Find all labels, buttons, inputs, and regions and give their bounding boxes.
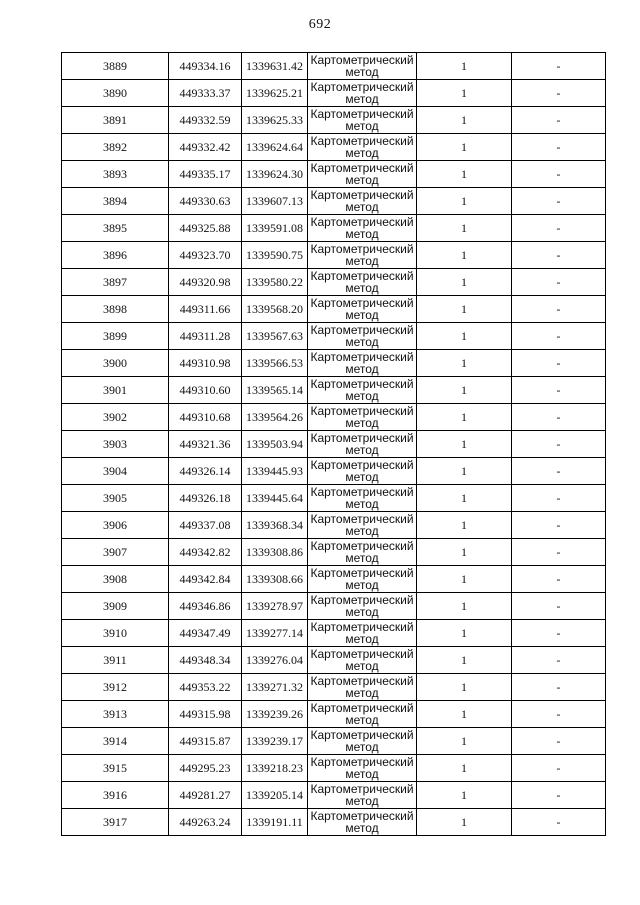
point-number-cell: 3898 bbox=[62, 296, 169, 323]
accuracy-cell: 1 bbox=[417, 242, 512, 269]
x-coordinate-cell: 449326.14 bbox=[169, 458, 242, 485]
table-body bbox=[62, 53, 606, 836]
page-number: 692 bbox=[308, 17, 332, 32]
method-cell: Картометрический метод bbox=[308, 350, 417, 377]
table-row bbox=[62, 404, 606, 431]
description-cell: - bbox=[512, 458, 606, 485]
x-coordinate-cell: 449335.17 bbox=[169, 161, 242, 188]
table-row bbox=[62, 647, 606, 674]
accuracy-cell: 1 bbox=[417, 377, 512, 404]
description-cell: - bbox=[512, 485, 606, 512]
description-cell: - bbox=[512, 53, 606, 80]
x-coordinate-cell: 449321.36 bbox=[169, 431, 242, 458]
x-coordinate-cell: 449353.22 bbox=[169, 674, 242, 701]
accuracy-cell: 1 bbox=[417, 512, 512, 539]
table-row bbox=[62, 350, 606, 377]
x-coordinate-cell: 449333.37 bbox=[169, 80, 242, 107]
y-coordinate-cell: 1339239.17 bbox=[242, 728, 308, 755]
y-coordinate-cell: 1339567.63 bbox=[242, 323, 308, 350]
description-cell: - bbox=[512, 647, 606, 674]
x-coordinate-cell: 449330.63 bbox=[169, 188, 242, 215]
accuracy-cell: 1 bbox=[417, 809, 512, 836]
point-number-cell: 3900 bbox=[62, 350, 169, 377]
method-cell: Картометрический метод bbox=[308, 242, 417, 269]
y-coordinate-cell: 1339445.93 bbox=[242, 458, 308, 485]
point-number-cell: 3915 bbox=[62, 755, 169, 782]
accuracy-cell: 1 bbox=[417, 269, 512, 296]
y-coordinate-cell: 1339631.42 bbox=[242, 53, 308, 80]
point-number-cell: 3907 bbox=[62, 539, 169, 566]
x-coordinate-cell: 449334.16 bbox=[169, 53, 242, 80]
point-number-cell: 3895 bbox=[62, 215, 169, 242]
table-row bbox=[62, 782, 606, 809]
accuracy-cell: 1 bbox=[417, 728, 512, 755]
method-cell: Картометрический метод bbox=[308, 566, 417, 593]
x-coordinate-cell: 449346.86 bbox=[169, 593, 242, 620]
point-number-cell: 3896 bbox=[62, 242, 169, 269]
description-cell: - bbox=[512, 296, 606, 323]
table-row bbox=[62, 431, 606, 458]
description-cell: - bbox=[512, 809, 606, 836]
accuracy-cell: 1 bbox=[417, 134, 512, 161]
accuracy-cell: 1 bbox=[417, 431, 512, 458]
accuracy-cell: 1 bbox=[417, 296, 512, 323]
method-cell: Картометрический метод bbox=[308, 809, 417, 836]
point-number-cell: 3917 bbox=[62, 809, 169, 836]
point-number-cell: 3912 bbox=[62, 674, 169, 701]
point-number-cell: 3910 bbox=[62, 620, 169, 647]
x-coordinate-cell: 449315.87 bbox=[169, 728, 242, 755]
method-cell: Картометрический метод bbox=[308, 485, 417, 512]
description-cell: - bbox=[512, 242, 606, 269]
y-coordinate-cell: 1339580.22 bbox=[242, 269, 308, 296]
point-number-cell: 3913 bbox=[62, 701, 169, 728]
x-coordinate-cell: 449310.60 bbox=[169, 377, 242, 404]
y-coordinate-cell: 1339278.97 bbox=[242, 593, 308, 620]
table-row bbox=[62, 107, 606, 134]
accuracy-cell: 1 bbox=[417, 674, 512, 701]
table-row bbox=[62, 755, 606, 782]
table-row bbox=[62, 539, 606, 566]
method-cell: Картометрический метод bbox=[308, 53, 417, 80]
method-cell: Картометрический метод bbox=[308, 134, 417, 161]
y-coordinate-cell: 1339277.14 bbox=[242, 620, 308, 647]
y-coordinate-cell: 1339625.33 bbox=[242, 107, 308, 134]
table-row bbox=[62, 485, 606, 512]
description-cell: - bbox=[512, 431, 606, 458]
method-cell: Картометрический метод bbox=[308, 107, 417, 134]
x-coordinate-cell: 449295.23 bbox=[169, 755, 242, 782]
description-cell: - bbox=[512, 404, 606, 431]
table-row bbox=[62, 674, 606, 701]
point-number-cell: 3889 bbox=[62, 53, 169, 80]
x-coordinate-cell: 449326.18 bbox=[169, 485, 242, 512]
description-cell: - bbox=[512, 215, 606, 242]
method-cell: Картометрический метод bbox=[308, 701, 417, 728]
method-cell: Картометрический метод bbox=[308, 269, 417, 296]
method-cell: Картометрический метод bbox=[308, 188, 417, 215]
description-cell: - bbox=[512, 323, 606, 350]
method-cell: Картометрический метод bbox=[308, 755, 417, 782]
x-coordinate-cell: 449325.88 bbox=[169, 215, 242, 242]
method-cell: Картометрический метод bbox=[308, 620, 417, 647]
table-row bbox=[62, 188, 606, 215]
accuracy-cell: 1 bbox=[417, 350, 512, 377]
point-number-cell: 3892 bbox=[62, 134, 169, 161]
accuracy-cell: 1 bbox=[417, 404, 512, 431]
table-row bbox=[62, 728, 606, 755]
y-coordinate-cell: 1339624.30 bbox=[242, 161, 308, 188]
accuracy-cell: 1 bbox=[417, 620, 512, 647]
description-cell: - bbox=[512, 350, 606, 377]
table-row bbox=[62, 377, 606, 404]
y-coordinate-cell: 1339276.04 bbox=[242, 647, 308, 674]
x-coordinate-cell: 449337.08 bbox=[169, 512, 242, 539]
table-row bbox=[62, 80, 606, 107]
point-number-cell: 3904 bbox=[62, 458, 169, 485]
table-row bbox=[62, 161, 606, 188]
table-row bbox=[62, 323, 606, 350]
accuracy-cell: 1 bbox=[417, 782, 512, 809]
description-cell: - bbox=[512, 755, 606, 782]
table-row bbox=[62, 620, 606, 647]
accuracy-cell: 1 bbox=[417, 755, 512, 782]
accuracy-cell: 1 bbox=[417, 161, 512, 188]
table-row bbox=[62, 593, 606, 620]
y-coordinate-cell: 1339564.26 bbox=[242, 404, 308, 431]
accuracy-cell: 1 bbox=[417, 701, 512, 728]
point-number-cell: 3903 bbox=[62, 431, 169, 458]
accuracy-cell: 1 bbox=[417, 485, 512, 512]
description-cell: - bbox=[512, 782, 606, 809]
method-cell: Картометрический метод bbox=[308, 728, 417, 755]
description-cell: - bbox=[512, 377, 606, 404]
accuracy-cell: 1 bbox=[417, 53, 512, 80]
method-cell: Картометрический метод bbox=[308, 161, 417, 188]
coordinates-table bbox=[61, 52, 606, 836]
point-number-cell: 3906 bbox=[62, 512, 169, 539]
x-coordinate-cell: 449310.68 bbox=[169, 404, 242, 431]
table-row bbox=[62, 53, 606, 80]
accuracy-cell: 1 bbox=[417, 215, 512, 242]
y-coordinate-cell: 1339566.53 bbox=[242, 350, 308, 377]
y-coordinate-cell: 1339271.32 bbox=[242, 674, 308, 701]
y-coordinate-cell: 1339239.26 bbox=[242, 701, 308, 728]
description-cell: - bbox=[512, 566, 606, 593]
description-cell: - bbox=[512, 539, 606, 566]
y-coordinate-cell: 1339625.21 bbox=[242, 80, 308, 107]
method-cell: Картометрический метод bbox=[308, 512, 417, 539]
point-number-cell: 3890 bbox=[62, 80, 169, 107]
table-row bbox=[62, 269, 606, 296]
x-coordinate-cell: 449342.82 bbox=[169, 539, 242, 566]
x-coordinate-cell: 449332.42 bbox=[169, 134, 242, 161]
x-coordinate-cell: 449342.84 bbox=[169, 566, 242, 593]
x-coordinate-cell: 449332.59 bbox=[169, 107, 242, 134]
point-number-cell: 3909 bbox=[62, 593, 169, 620]
x-coordinate-cell: 449348.34 bbox=[169, 647, 242, 674]
point-number-cell: 3914 bbox=[62, 728, 169, 755]
method-cell: Картометрический метод bbox=[308, 377, 417, 404]
table-row bbox=[62, 809, 606, 836]
method-cell: Картометрический метод bbox=[308, 458, 417, 485]
x-coordinate-cell: 449320.98 bbox=[169, 269, 242, 296]
table-row bbox=[62, 512, 606, 539]
description-cell: - bbox=[512, 80, 606, 107]
x-coordinate-cell: 449311.28 bbox=[169, 323, 242, 350]
x-coordinate-cell: 449263.24 bbox=[169, 809, 242, 836]
table-row bbox=[62, 134, 606, 161]
accuracy-cell: 1 bbox=[417, 80, 512, 107]
y-coordinate-cell: 1339607.13 bbox=[242, 188, 308, 215]
point-number-cell: 3899 bbox=[62, 323, 169, 350]
description-cell: - bbox=[512, 620, 606, 647]
x-coordinate-cell: 449281.27 bbox=[169, 782, 242, 809]
table-row bbox=[62, 458, 606, 485]
method-cell: Картометрический метод bbox=[308, 674, 417, 701]
point-number-cell: 3908 bbox=[62, 566, 169, 593]
point-number-cell: 3916 bbox=[62, 782, 169, 809]
x-coordinate-cell: 449315.98 bbox=[169, 701, 242, 728]
accuracy-cell: 1 bbox=[417, 593, 512, 620]
method-cell: Картометрический метод bbox=[308, 647, 417, 674]
method-cell: Картометрический метод bbox=[308, 593, 417, 620]
method-cell: Картометрический метод bbox=[308, 323, 417, 350]
point-number-cell: 3897 bbox=[62, 269, 169, 296]
method-cell: Картометрический метод bbox=[308, 80, 417, 107]
table-row bbox=[62, 296, 606, 323]
description-cell: - bbox=[512, 593, 606, 620]
y-coordinate-cell: 1339590.75 bbox=[242, 242, 308, 269]
point-number-cell: 3893 bbox=[62, 161, 169, 188]
method-cell: Картометрический метод bbox=[308, 215, 417, 242]
accuracy-cell: 1 bbox=[417, 188, 512, 215]
x-coordinate-cell: 449323.70 bbox=[169, 242, 242, 269]
accuracy-cell: 1 bbox=[417, 107, 512, 134]
y-coordinate-cell: 1339503.94 bbox=[242, 431, 308, 458]
y-coordinate-cell: 1339565.14 bbox=[242, 377, 308, 404]
method-cell: Картометрический метод bbox=[308, 404, 417, 431]
x-coordinate-cell: 449310.98 bbox=[169, 350, 242, 377]
y-coordinate-cell: 1339624.64 bbox=[242, 134, 308, 161]
description-cell: - bbox=[512, 728, 606, 755]
description-cell: - bbox=[512, 674, 606, 701]
y-coordinate-cell: 1339308.86 bbox=[242, 539, 308, 566]
point-number-cell: 3891 bbox=[62, 107, 169, 134]
description-cell: - bbox=[512, 701, 606, 728]
y-coordinate-cell: 1339368.34 bbox=[242, 512, 308, 539]
accuracy-cell: 1 bbox=[417, 323, 512, 350]
accuracy-cell: 1 bbox=[417, 539, 512, 566]
accuracy-cell: 1 bbox=[417, 647, 512, 674]
method-cell: Картометрический метод bbox=[308, 782, 417, 809]
method-cell: Картометрический метод bbox=[308, 431, 417, 458]
table-row bbox=[62, 566, 606, 593]
table-row bbox=[62, 701, 606, 728]
x-coordinate-cell: 449311.66 bbox=[169, 296, 242, 323]
description-cell: - bbox=[512, 269, 606, 296]
description-cell: - bbox=[512, 512, 606, 539]
y-coordinate-cell: 1339205.14 bbox=[242, 782, 308, 809]
description-cell: - bbox=[512, 188, 606, 215]
y-coordinate-cell: 1339591.08 bbox=[242, 215, 308, 242]
description-cell: - bbox=[512, 107, 606, 134]
y-coordinate-cell: 1339568.20 bbox=[242, 296, 308, 323]
y-coordinate-cell: 1339445.64 bbox=[242, 485, 308, 512]
accuracy-cell: 1 bbox=[417, 458, 512, 485]
point-number-cell: 3894 bbox=[62, 188, 169, 215]
point-number-cell: 3902 bbox=[62, 404, 169, 431]
y-coordinate-cell: 1339191.11 bbox=[242, 809, 308, 836]
point-number-cell: 3905 bbox=[62, 485, 169, 512]
description-cell: - bbox=[512, 134, 606, 161]
table-row bbox=[62, 242, 606, 269]
method-cell: Картометрический метод bbox=[308, 539, 417, 566]
description-cell: - bbox=[512, 161, 606, 188]
y-coordinate-cell: 1339308.66 bbox=[242, 566, 308, 593]
x-coordinate-cell: 449347.49 bbox=[169, 620, 242, 647]
y-coordinate-cell: 1339218.23 bbox=[242, 755, 308, 782]
table-row bbox=[62, 215, 606, 242]
method-cell: Картометрический метод bbox=[308, 296, 417, 323]
accuracy-cell: 1 bbox=[417, 566, 512, 593]
point-number-cell: 3901 bbox=[62, 377, 169, 404]
point-number-cell: 3911 bbox=[62, 647, 169, 674]
